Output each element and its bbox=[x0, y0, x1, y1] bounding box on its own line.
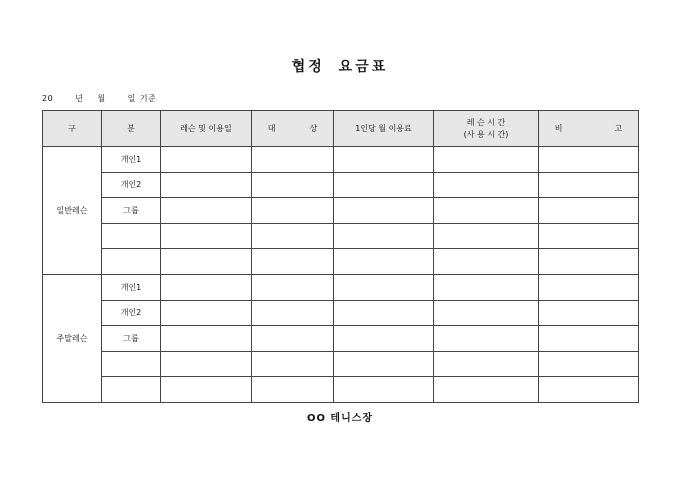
header-gubun-2: 분 bbox=[102, 111, 161, 147]
table-row bbox=[43, 198, 639, 224]
header-target-1: 대 bbox=[267, 123, 276, 133]
cell-lesson-time[interactable] bbox=[434, 223, 539, 249]
cell-lesson-time[interactable] bbox=[434, 351, 539, 377]
row-type-label: 그룹 bbox=[102, 198, 161, 224]
cell-lesson-time[interactable] bbox=[434, 377, 539, 403]
cell-target[interactable] bbox=[252, 351, 334, 377]
cell-target[interactable] bbox=[252, 300, 334, 326]
cell-lesson-time[interactable] bbox=[434, 147, 539, 173]
header-remarks bbox=[539, 111, 639, 147]
cell-monthly-fee[interactable] bbox=[334, 249, 434, 275]
cell-lesson-use-days[interactable] bbox=[161, 326, 252, 352]
facility-name-footer: OO 테니스장 bbox=[306, 413, 374, 424]
cell-remarks[interactable] bbox=[539, 351, 639, 377]
table-row bbox=[43, 172, 639, 198]
table-row bbox=[43, 351, 639, 377]
fee-table bbox=[42, 110, 639, 403]
date-month-label: 월 bbox=[97, 94, 106, 103]
cell-monthly-fee[interactable] bbox=[334, 172, 434, 198]
row-type-label: 개인1 bbox=[102, 147, 161, 173]
date-day-label: 일 bbox=[127, 94, 136, 103]
cell-lesson-time[interactable] bbox=[434, 249, 539, 275]
cell-target[interactable] bbox=[252, 326, 334, 352]
cell-remarks[interactable] bbox=[539, 274, 639, 300]
header-target-2: 상 bbox=[309, 123, 318, 133]
cell-remarks[interactable] bbox=[539, 172, 639, 198]
cell-remarks[interactable] bbox=[539, 300, 639, 326]
cell-monthly-fee[interactable] bbox=[334, 147, 434, 173]
header-gubun-1: 구 bbox=[43, 111, 102, 147]
cell-monthly-fee[interactable] bbox=[334, 377, 434, 403]
cell-monthly-fee[interactable] bbox=[334, 223, 434, 249]
cell-remarks[interactable] bbox=[539, 147, 639, 173]
table-row bbox=[43, 326, 639, 352]
header-target bbox=[252, 111, 334, 147]
date-basis-label: 기준 bbox=[139, 94, 157, 103]
cell-lesson-use-days[interactable] bbox=[161, 351, 252, 377]
header-lesson-use-days: 레슨 및 이용일 bbox=[161, 111, 252, 147]
cell-target[interactable] bbox=[252, 198, 334, 224]
table-header-row bbox=[43, 111, 639, 147]
cell-target[interactable] bbox=[252, 223, 334, 249]
table-row bbox=[43, 249, 639, 275]
row-type-label: 개인1 bbox=[102, 274, 161, 300]
cell-monthly-fee[interactable] bbox=[334, 300, 434, 326]
cell-target[interactable] bbox=[252, 274, 334, 300]
row-type-label: 개인2 bbox=[102, 172, 161, 198]
row-type-label[interactable] bbox=[102, 377, 161, 403]
cell-target[interactable] bbox=[252, 172, 334, 198]
header-remarks-2: 고 bbox=[614, 123, 623, 133]
cell-target[interactable] bbox=[252, 147, 334, 173]
cell-lesson-use-days[interactable] bbox=[161, 147, 252, 173]
cell-remarks[interactable] bbox=[539, 249, 639, 275]
header-lesson-time-1: 레 슨 시 간 bbox=[466, 117, 506, 127]
cell-lesson-use-days[interactable] bbox=[161, 300, 252, 326]
document-title: 협정 요금표 bbox=[291, 59, 389, 75]
row-type-label[interactable] bbox=[102, 223, 161, 249]
cell-monthly-fee[interactable] bbox=[334, 198, 434, 224]
cell-monthly-fee[interactable] bbox=[334, 351, 434, 377]
cell-lesson-use-days[interactable] bbox=[161, 377, 252, 403]
table-row bbox=[43, 147, 639, 173]
header-lesson-time bbox=[434, 111, 539, 147]
cell-target[interactable] bbox=[252, 377, 334, 403]
cell-monthly-fee[interactable] bbox=[334, 326, 434, 352]
cell-lesson-use-days[interactable] bbox=[161, 274, 252, 300]
cell-lesson-use-days[interactable] bbox=[161, 223, 252, 249]
cell-lesson-time[interactable] bbox=[434, 300, 539, 326]
table-row bbox=[43, 300, 639, 326]
row-type-label: 개인2 bbox=[102, 300, 161, 326]
table-row bbox=[43, 223, 639, 249]
date-basis-line bbox=[42, 93, 156, 104]
cell-remarks[interactable] bbox=[539, 377, 639, 403]
cell-monthly-fee[interactable] bbox=[334, 274, 434, 300]
header-remarks-1: 비 bbox=[554, 123, 563, 133]
cell-lesson-use-days[interactable] bbox=[161, 198, 252, 224]
cell-target[interactable] bbox=[252, 249, 334, 275]
cell-remarks[interactable] bbox=[539, 198, 639, 224]
cell-lesson-time[interactable] bbox=[434, 326, 539, 352]
date-year-prefix: 20 bbox=[42, 94, 54, 103]
table-row bbox=[43, 377, 639, 403]
cell-remarks[interactable] bbox=[539, 223, 639, 249]
cell-lesson-time[interactable] bbox=[434, 274, 539, 300]
cell-lesson-time[interactable] bbox=[434, 172, 539, 198]
group-label-weekend: 주말레슨 bbox=[43, 274, 102, 402]
cell-lesson-time[interactable] bbox=[434, 198, 539, 224]
header-lesson-time-2: (사 용 시 간) bbox=[463, 129, 509, 139]
row-type-label: 그룹 bbox=[102, 326, 161, 352]
cell-lesson-use-days[interactable] bbox=[161, 172, 252, 198]
table-row bbox=[43, 274, 639, 300]
cell-remarks[interactable] bbox=[539, 326, 639, 352]
row-type-label[interactable] bbox=[102, 249, 161, 275]
group-label-general: 일반레슨 bbox=[43, 147, 102, 275]
date-year-label: 년 bbox=[75, 94, 84, 103]
row-type-label[interactable] bbox=[102, 351, 161, 377]
header-monthly-fee: 1인당 월 이용료 bbox=[334, 111, 434, 147]
cell-lesson-use-days[interactable] bbox=[161, 249, 252, 275]
